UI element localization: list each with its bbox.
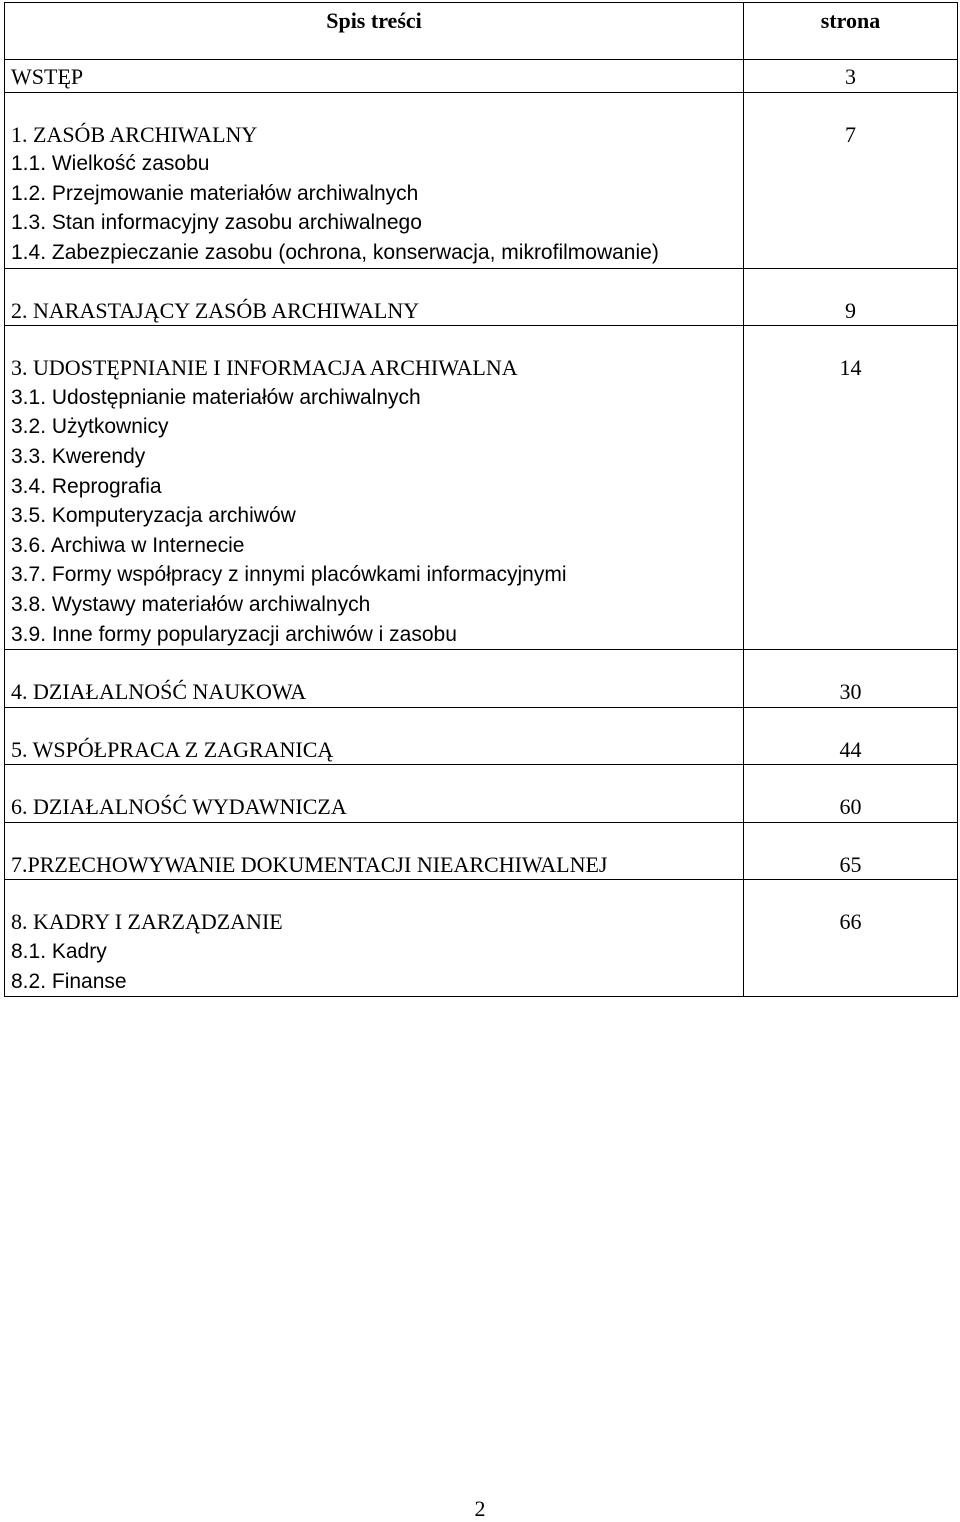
toc-section-label: 7.PRZECHOWYWANIE DOKUMENTACJI NIEARCHIWALNEJ xyxy=(11,851,608,877)
toc-subitem: 1.1. Wielkość zasobu xyxy=(11,152,210,176)
toc-subitem: 3.3. Kwerendy xyxy=(11,444,146,468)
toc-section-label: 1. ZASÓB ARCHIWALNY xyxy=(11,121,258,147)
toc-entry-page: 14 xyxy=(839,355,862,381)
toc-entry-page: 3 xyxy=(845,64,856,89)
toc-entry-page: 66 xyxy=(839,909,862,935)
toc-section-label: 5. WSPÓŁPRACA Z ZAGRANICĄ xyxy=(11,736,334,762)
toc-subitem: 3.4. Reprografia xyxy=(11,474,162,498)
toc-entry-page: 44 xyxy=(839,736,862,762)
page-number: 2 xyxy=(474,1496,486,1521)
toc-entry-page: 65 xyxy=(839,851,862,877)
toc-row-s8 xyxy=(5,880,958,997)
toc-subitem: 3.1. Udostępnianie materiałów archiwalnych xyxy=(11,385,421,409)
toc-row-s4 xyxy=(5,650,958,708)
toc-subitem: 3.7. Formy współpracy z innymi placówkami informacyjnymi xyxy=(11,563,567,587)
toc-table xyxy=(4,2,958,997)
toc-subitem: 8.2. Finanse xyxy=(11,969,127,993)
toc-row-s7 xyxy=(5,822,958,880)
toc-subitem: 3.5. Komputeryzacja archiwów xyxy=(11,504,296,528)
toc-section-label: 3. UDOSTĘPNIANIE I INFORMACJA ARCHIWALNA xyxy=(11,355,518,381)
toc-entry-label: WSTĘP xyxy=(11,64,84,89)
toc-row-s2 xyxy=(5,268,958,326)
toc-entry-page: 9 xyxy=(845,297,856,323)
toc-header-row xyxy=(5,3,958,60)
toc-section-label: 2. NARASTAJĄCY ZASÓB ARCHIWALNY xyxy=(11,297,420,323)
toc-subitem: 3.8. Wystawy materiałów archiwalnych xyxy=(11,592,371,616)
page-column-header: strona xyxy=(744,3,958,60)
toc-row-s1 xyxy=(5,92,958,268)
toc-subitem: 3.6. Archiwa w Internecie xyxy=(11,533,245,557)
toc-entry-page: 60 xyxy=(839,794,862,820)
toc-section-label: 6. DZIAŁALNOŚĆ WYDAWNICZA xyxy=(11,794,347,820)
toc-subitem: 3.9. Inne formy popularyzacji archiwów i zasobu xyxy=(11,622,457,646)
toc-row-s6 xyxy=(5,765,958,823)
toc-subitem: 8.1. Kadry xyxy=(11,940,107,964)
toc-subitem: 1.4. Zabezpieczanie zasobu (ochrona, konserwacja, mikrofilmowanie) xyxy=(11,240,659,264)
toc-subitem: 1.2. Przejmowanie materiałów archiwalnych xyxy=(11,181,419,205)
toc-row-wstep xyxy=(5,60,958,93)
toc-entry-page: 30 xyxy=(839,679,862,705)
toc-section-label: 4. DZIAŁALNOŚĆ NAUKOWA xyxy=(11,679,307,705)
toc-title: Spis treści xyxy=(5,3,744,60)
toc-row-s5 xyxy=(5,707,958,765)
toc-subitem: 1.3. Stan informacyjny zasobu archiwalnego xyxy=(11,211,422,235)
toc-section-label: 8. KADRY I ZARZĄDZANIE xyxy=(11,909,283,935)
toc-entry-page: 7 xyxy=(845,121,856,147)
toc-row-s3 xyxy=(5,326,958,650)
toc-subitem: 3.2. Użytkownicy xyxy=(11,415,169,439)
